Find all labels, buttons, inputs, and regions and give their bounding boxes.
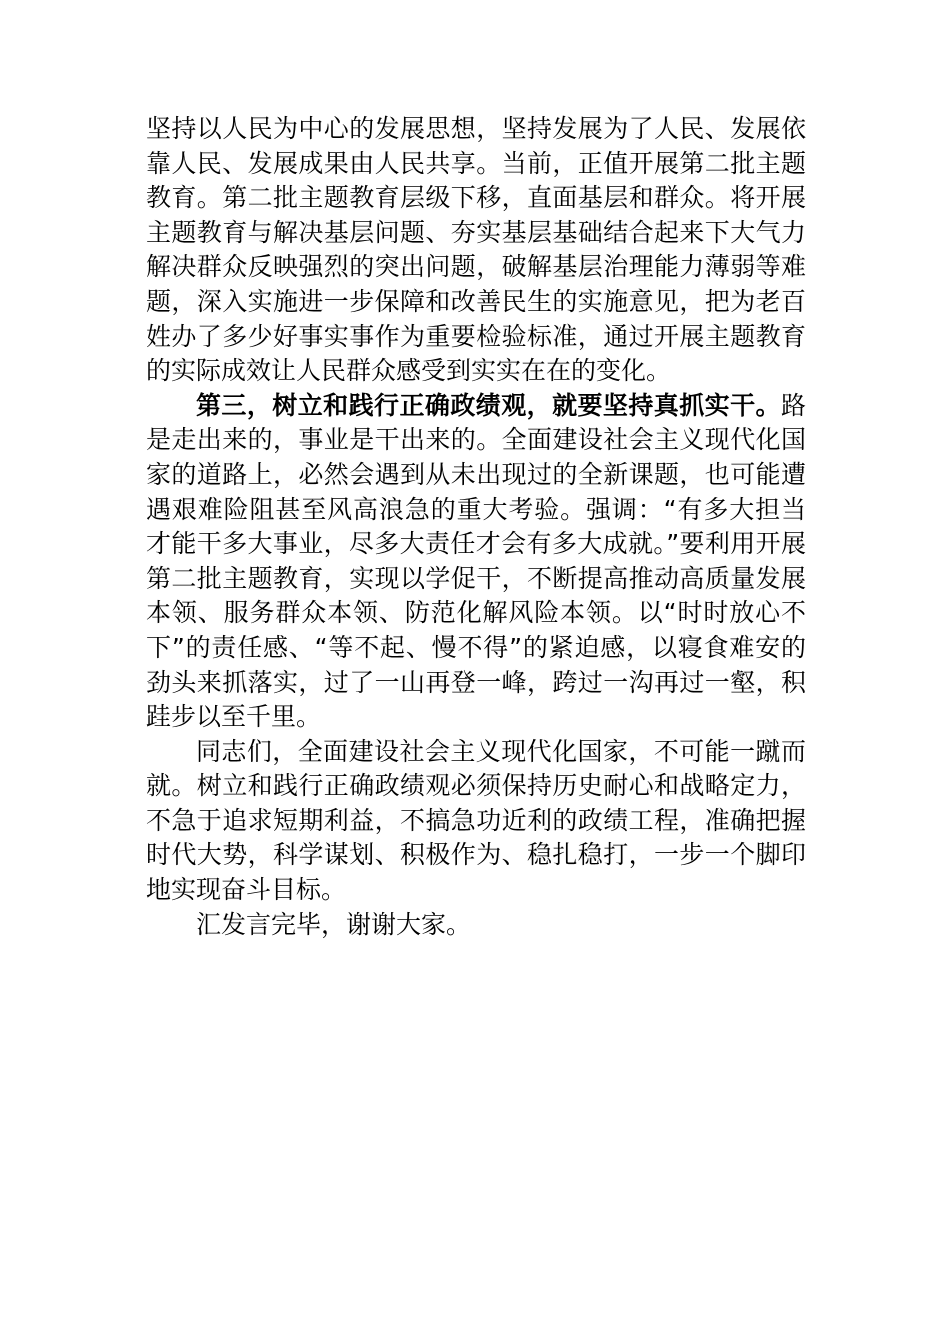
paragraph-text: 路是走出来的，事业是干出来的。全面建设社会主义现代化国家的道路上，必然会遇到从未出现过的全新课题，也可能遭遇艰难险阻甚至风高浪急的重大考验。强调：“有多大担当才能干多大事业，尽多大责任才会有多大成就。”要利用开展第二批主题教育，实现以学促干，不断提高推动高质量发展本领、服务群众本领、防范化解风险本领。以“时时放心不下”的责任感、“等不起、慢不得”的紧迫感，以寝食难安的劲头来抓落实，过了一山再登一峰，跨过一沟再过一壑，积跬步以至千里。 bbox=[146, 390, 806, 732]
paragraph-practical-work bbox=[146, 389, 806, 735]
paragraph-heading: 第三，树立和践行正确政绩观，就要坚持真抓实干。 bbox=[196, 390, 781, 420]
document-page bbox=[146, 112, 806, 942]
paragraph-text: 汇发言完毕，谢谢大家。 bbox=[196, 909, 472, 939]
paragraph-people-centered bbox=[146, 112, 806, 389]
paragraph-text: 同志们，全面建设社会主义现代化国家，不可能一蹴而就。树立和践行正确政绩观必须保持历史耐心和战略定力，不急于追求短期利益，不搞急功近利的政绩工程，准确把握时代大势，科学谋划、积极作为、稳扎稳打，一步一个脚印地实现奋斗目标。 bbox=[146, 736, 806, 905]
paragraph-comrades bbox=[146, 735, 806, 908]
paragraph-closing bbox=[146, 908, 806, 943]
paragraph-text: 坚持以人民为中心的发展思想，坚持发展为了人民、发展依靠人民、发展成果由人民共享。当前，正值开展第二批主题教育。第二批主题教育层级下移，直面基层和群众。将开展主题教育与解决基层问题、夯实基层基础结合起来下大气力解决群众反映强烈的突出问题，破解基层治理能力薄弱等难题，深入实施进一步保障和改善民生的实施意见，把为老百姓办了多少好事实事作为重要检验标准，通过开展主题教育的实际成效让人民群众感受到实实在在的变化。 bbox=[146, 114, 806, 386]
